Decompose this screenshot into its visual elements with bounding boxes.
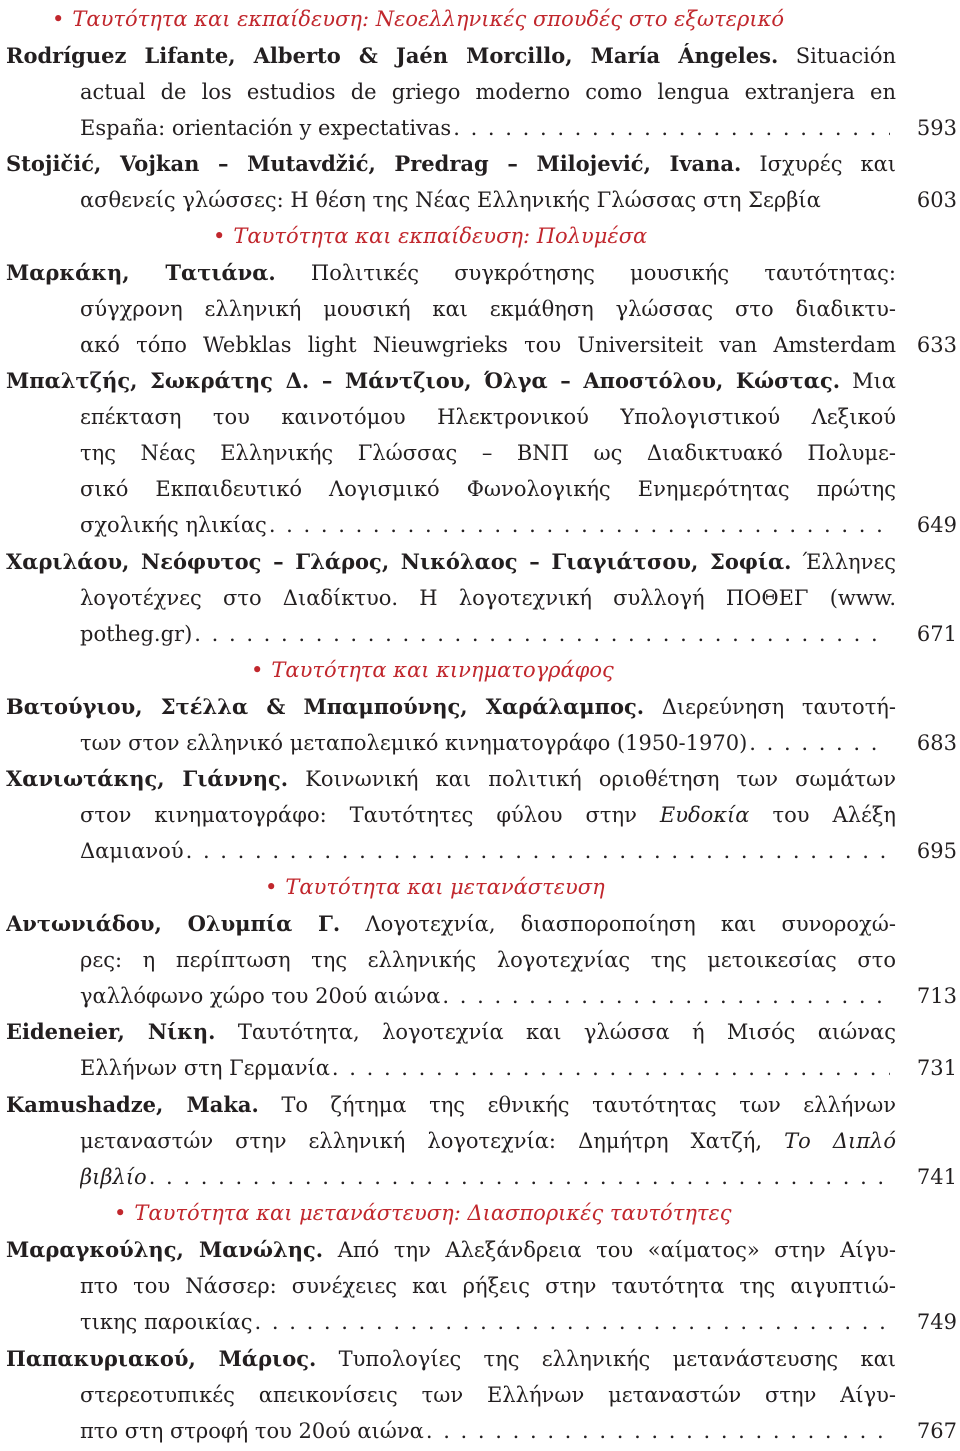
page-number: 741 [916, 1165, 957, 1189]
entry-author: Rodríguez Lifante, Alberto & Jaén Morcillo, María Ángeles. [6, 43, 779, 68]
entry-title: Πολιτικές συγκρότησης μουσικής ταυτότητας: [310, 261, 896, 285]
book-title: Το Διπλό [784, 1129, 896, 1153]
toc-entry-line: España: orientación y expectativas . . . [80, 110, 896, 146]
page-number: 649 [916, 513, 957, 537]
page-number: 713 [916, 984, 957, 1008]
toc-entry-line: γαλλόφωνο χώρο του 20ού αιώνα . . . [80, 978, 896, 1014]
entry-author: Eideneier, Νίκη. [6, 1019, 216, 1044]
leader-dots [332, 1050, 890, 1086]
page-number: 767 [916, 1419, 957, 1443]
section-heading: • Ταυτότητα και μετανάστευση: Διασπορικές ταυτότητες [114, 1196, 732, 1230]
section-heading: • Ταυτότητα και μετανάστευση [265, 870, 605, 904]
toc-entry-line: Δαμιανού . . . [80, 833, 896, 869]
toc-entry-line: της Νέας Ελληνικής Γλώσσας – ΒΝΠ ως Διαδικτυακό Πολυμε- [80, 441, 896, 465]
bullet-icon: • [114, 1201, 127, 1225]
toc-entry-line: των στον ελληνικό μεταπολεμικό κινηματογράφο (1950-1970) . . . [80, 725, 896, 761]
leader-dots [426, 1413, 890, 1449]
toc-entry-line: πτο του Νάσσερ: συνέχειες και ρήξεις στην ταυτότητα της αιγυπτιώ- [80, 1274, 896, 1298]
bullet-icon: • [251, 658, 264, 682]
section-heading: • Ταυτότητα και εκπαίδευση: Πολυμέσα [213, 219, 647, 253]
toc-entry-line [6, 1087, 896, 1123]
toc-entry-line [6, 906, 896, 942]
toc-entry-line: potheg.gr) . . . [80, 616, 896, 652]
entry-author: Stojičić, Vojkan – Mutavdžić, Predrag – Milojević, Ivana. [6, 151, 742, 176]
toc-entry-line: τικης παροικίας . . . [80, 1304, 896, 1340]
leader-dots [269, 507, 890, 543]
toc-entry-line: ρες: η περίπτωση της ελληνικής λογοτεχνίας της μετοικεσίας στο [80, 948, 896, 972]
page-number: 749 [916, 1310, 957, 1334]
leader-dots [186, 833, 890, 869]
toc-entry-line [6, 255, 896, 291]
bullet-icon: • [52, 7, 65, 31]
entry-title: Διερεύνηση ταυτοτή- [661, 695, 896, 719]
entry-author: Βατούγιου, Στέλλα & Μπαμπούνης, Χαράλαμπος. [6, 694, 645, 719]
toc-entry-line [6, 761, 896, 797]
page-number: 731 [916, 1056, 957, 1080]
entry-author: Μαραγκούλης, Μανώλης. [6, 1237, 324, 1262]
section-heading: • Ταυτότητα και εκπαίδευση: Νεοελληνικές σπουδές στο εξωτερικό [52, 2, 784, 36]
toc-entry-line [6, 689, 896, 725]
bullet-icon: • [213, 224, 226, 248]
entry-title: Το ζήτημα της εθνικής ταυτότητας των ελλήνων [281, 1093, 896, 1117]
page-number: 633 [916, 333, 957, 357]
book-title: Ευδοκία [659, 803, 750, 827]
page-number: 683 [916, 731, 957, 755]
toc-entry-line [6, 1341, 896, 1377]
toc-entry-line [6, 363, 896, 399]
leader-dots [749, 725, 890, 761]
toc-entry-line: actual de los estudios de griego moderno como lengua extranjera en [80, 80, 896, 104]
entry-title: Μια [852, 369, 896, 393]
toc-entry-line: λογοτέχνες στο Διαδίκτυο. Η λογοτεχνική συλλογή ΠΟΘΕΓ (www. [80, 586, 896, 610]
page-number: 603 [916, 188, 957, 212]
leader-dots [255, 1304, 890, 1340]
entry-title: Ισχυρές και [759, 152, 896, 176]
toc-entry-line [6, 146, 896, 182]
toc-entry-line: Ελλήνων στη Γερμανία . . . [80, 1050, 896, 1086]
entry-author: Μπαλτζής, Σωκράτης Δ. – Μάντζιου, Όλγα – Αποστόλου, Κώστας. [6, 368, 841, 393]
entry-title: Ταυτότητα, λογοτεχνία και γλώσσα ή Μισός αιώνας [237, 1020, 896, 1044]
toc-entry-line [6, 38, 896, 74]
toc-entry-line: μεταναστών στην ελληνική λογοτεχνία: Δημήτρη Χατζή, Το Διπλό [80, 1129, 896, 1153]
entry-title: Από την Αλεξάνδρεια του «αίματος» στην Αίγυ- [337, 1238, 896, 1262]
entry-author: Αντωνιάδου, Ολυμπία Γ. [6, 911, 341, 936]
toc-entry-line: σχολικής ηλικίας . . . [80, 507, 896, 543]
entry-title: Λογοτεχνία, διασπορoποίηση και συνοροχώ- [365, 912, 896, 936]
entry-title: Κοινωνική και πολιτική οριοθέτηση των σωμάτων [305, 767, 896, 791]
entry-author: Μαρκάκη, Τατιάνα. [6, 260, 276, 285]
leader-dots [149, 1159, 890, 1195]
page-number: 593 [916, 116, 957, 140]
entry-author: Χανιωτάκης, Γιάννης. [6, 766, 289, 791]
entry-title: Έλληνες [802, 550, 896, 574]
toc-entry-line [80, 1159, 896, 1195]
entry-title: Τυπολογίες της ελληνικής μετανάστευσης και [338, 1347, 896, 1371]
page-number: 695 [916, 839, 957, 863]
toc-entry-line: ασθενείς γλώσσες: Η θέση της Νέας Ελληνικής Γλώσσας στη Σερβία [80, 188, 821, 212]
toc-entry-line: επέκταση του καινοτόμου Ηλεκτρονικού Υπολογιστικού Λεξικού [80, 405, 896, 429]
leader-dots [453, 110, 890, 146]
page-number: 671 [916, 622, 957, 646]
section-heading: • Ταυτότητα και κινηματογράφος [251, 653, 614, 687]
toc-entry-line: πτο στη στροφή του 20ού αιώνα . . . [80, 1413, 896, 1449]
leader-dots [194, 616, 890, 652]
toc-entry-line: σικό Εκπαιδευτικό Λογισμικό Φωνολογικής Ενημερότητας πρώτης [80, 477, 896, 501]
bullet-icon: • [265, 875, 278, 899]
entry-author: Παπακυριακού, Μάριος. [6, 1346, 317, 1371]
entry-author: Kamushadze, Maka. [6, 1092, 259, 1117]
toc-entry-line: ακό τόπο Webklas light Nieuwgrieks του Universiteit van Amsterdam [80, 333, 896, 357]
entry-title: Situación [795, 44, 896, 68]
toc-entry-line: σύγχρονη ελληνική μουσική και εκμάθηση γλώσσας στο διαδικτυ- [80, 297, 896, 321]
toc-entry-line [6, 544, 896, 580]
leader-dots [442, 978, 890, 1014]
toc-entry-line [6, 1232, 896, 1268]
toc-entry-line: στον κινηματογράφο: Ταυτότητες φύλου στην Ευδοκία του Αλέξη [80, 803, 896, 827]
toc-entry-line: στερεοτυπικές απεικονίσεις των Ελλήνων μεταναστών στην Αίγυ- [80, 1383, 896, 1407]
toc-entry-line [6, 1014, 896, 1050]
book-title: βιβλίο [80, 1165, 147, 1189]
entry-author: Χαριλάου, Νεόφυτος – Γλάρος, Νικόλαος – Γιαγιάτσου, Σοφία. [6, 549, 792, 574]
